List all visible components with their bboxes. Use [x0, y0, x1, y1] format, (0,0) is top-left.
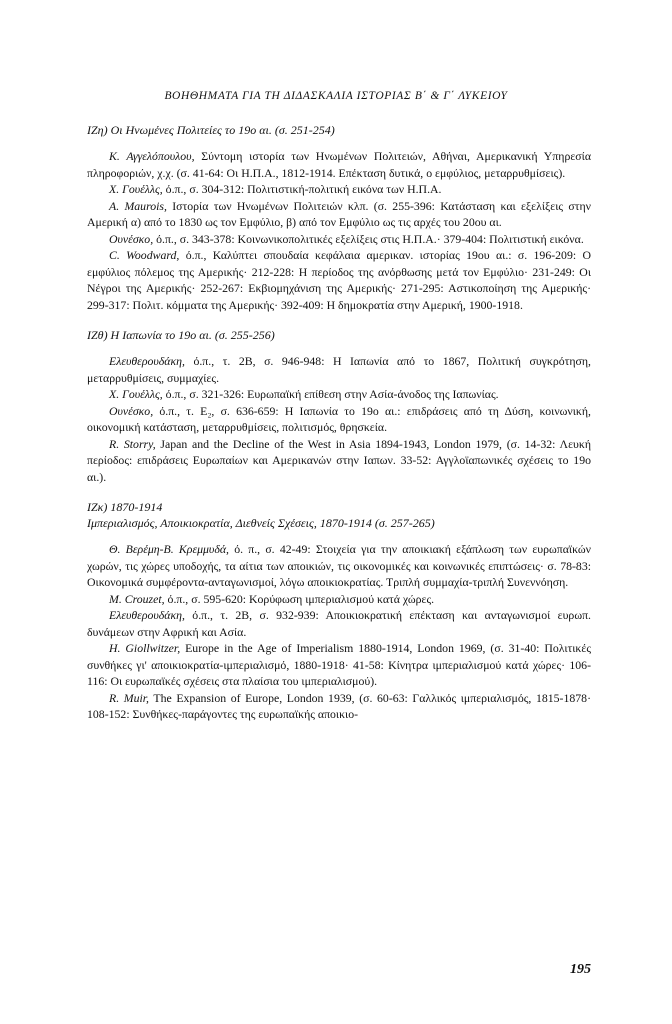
- entry-text: ό.π., σ. 595-620: Κορύφωση ιμπεριαλισμού κατά χώρες.: [164, 591, 435, 606]
- entry-text: ό.π., τ. 2Β, σ. 946-948: Η Ιαπωνία από το 1867, Πολιτική συγκρότηση, μεταρρυθμίσεις, συμμαχίες.: [87, 354, 591, 385]
- section-united-states: [87, 122, 591, 313]
- entry-author: M. Crouzet,: [109, 591, 165, 606]
- section-subheading: Ιμπεριαλισμός, Αποικιοκρατία, Διεθνείς Σχέσεις, 1870-1914 (σ. 257-265): [87, 516, 435, 530]
- entry-text: Ιστορία των Ηνωμένων Πολιτειών κλπ. (σ. 255-396: Κατάσταση και εξελίξεις στην Αμερική α) από το 1830 ως τον Εμφύλιο, β) από τον Εμφύλιο ως τις αρχές του 20ου αι.: [87, 198, 591, 229]
- bibliography-entry: [87, 353, 591, 386]
- page-body: [87, 122, 591, 737]
- entry-text: Σύντομη ιστορία των Ηνωμένων Πολιτειών, Αθήναι, Αμερικανική Υπηρεσία πληροφοριών, χ.χ. (σ. 41-64: Οι Η.Π.Α., 1812-1914. Επέκταση δυτικά, ο εμφύλιος, μεταρρυθμίσεις).: [87, 149, 592, 180]
- entry-author: H. Giollwitzer,: [109, 641, 181, 655]
- bibliography-entry: [87, 591, 591, 608]
- bibliography-entry: [87, 181, 591, 198]
- section-heading: ΙΖη) Οι Ηνωμένες Πολιτείες το 19ο αι. (σ. 251-254): [87, 123, 335, 137]
- bibliography-entry: [87, 403, 591, 436]
- page-number: 195: [570, 962, 591, 977]
- entry-author: Ελευθερουδάκη,: [109, 354, 185, 368]
- entry-author: Χ. Γουέλλς,: [109, 182, 163, 196]
- bibliography-entry: [87, 541, 591, 591]
- entry-text: Japan and the Decline of the West in Asia 1894-1943, London 1979, (σ. 14-32: Λευκή περίοδος: επιδράσεις Ευρωπαίων και Αμερικανών στην Ιαπων. 33-52: Αγγλοϊαπωνικές σχέσεις το 19ο αι.).: [87, 436, 591, 484]
- bibliography-entry: [87, 386, 591, 403]
- entry-author: R. Muir,: [109, 690, 149, 705]
- bibliography-entry: [87, 436, 591, 486]
- entry-text: ό.π., τ. Ε₂, σ. 636-659: Η Ιαπωνία το 19ο αι.: επιδράσεις από τη Δύση, κοινωνική, οικονομική κατάσταση, μεταρρυθμίσεις, πολιτισμός, θρησκεία.: [87, 403, 591, 434]
- bibliography-entry: [87, 247, 591, 313]
- bibliography-entry: [87, 640, 591, 690]
- entry-text: ό.π., σ. 343-378: Κοινωνικοπολιτικές εξελίξεις στις Η.Π.Α.· 379-404: Πολιτιστική εικόνα.: [153, 231, 584, 246]
- section-heading: ΙΖθ) Η Ιαπωνία το 19ο αι. (σ. 255-256): [87, 328, 275, 342]
- entry-author: Θ. Βερέμη-Β. Κρεμμυδά,: [109, 542, 229, 556]
- section-heading: ΙΖκ) 1870-1914: [87, 500, 163, 514]
- section-imperialism: [87, 499, 591, 723]
- entry-text: ό.π., σ. 321-326: Ευρωπαϊκή επίθεση στην Ασία-άνοδος της Ιαπωνίας.: [162, 387, 499, 401]
- bibliography-entry: [87, 690, 591, 723]
- entry-author: A. Maurois,: [109, 198, 167, 213]
- entry-author: Ουνέσκο,: [109, 403, 154, 418]
- entry-text: ό.π., Καλύπτει σπουδαία κεφάλαια αμερικαν. ιστορίας 19ου αι.: σ. 196-209: Ο εμφύλιος πόλεμος της Αμερικής· 212-228: Η περίοδος της ανόρθωσης μετά τον Εμφύλιο· 231-249: Οι Νέγροι της Αμερικής· 252-267: Εκβιομηχάνιση της Αμερικής· 271-295: Αστικοποίηση της Αμερικής· 299-317: Πολιτ. κόμματα της Αμερικής· 392-409: Η δημοκρατία στην Αμερική, 1900-1918.: [87, 248, 591, 312]
- entry-text: ό.π., τ. 2Β, σ. 932-939: Αποικιοκρατική επέκταση και ανταγωνισμοί ευρωπ. δυνάμεων στην Αφρική και Ασία.: [87, 608, 591, 639]
- entry-text: ό.π., σ. 304-312: Πολιτιστική-πολιτική εικόνα των Η.Π.Α.: [162, 182, 442, 196]
- entry-text: Europe in the Age of Imperialism 1880-1914, London 1969, (σ. 31-40: Πολιτικές συνθήκες γι' αποικιοκρατία-ιμπεριαλισμό, 1880-1918· 41-58: Κίνητρα ιμπεριαλισμού κατά χώρες· 106-116: Οι ευρωπαϊκές σχέσεις στα πλαίσια του ιμπεριαλισμού).: [87, 641, 591, 688]
- entry-text: The Expansion of Europe, London 1939, (σ. 60-63: Γαλλικός ιμπεριαλισμός, 1815-1878· 108-152: Συνθήκες-παράγοντες της ευρωπαϊκής αποικιο-: [87, 690, 591, 721]
- entry-author: Χ. Γουέλλς,: [109, 387, 163, 401]
- entry-author: Κ. Αγγελόπουλου,: [109, 149, 195, 163]
- entry-text: ό. π., σ. 42-49: Στοιχεία για την αποικιακή εξάπλωση των ευρωπαϊκών χωρών, τις χώρες υποδοχής, τα αίτια των αποικιών, τις οικονομικές και κοινωνικές επιπτώσεις· σ. 78-83: Οικονομικά συμφέροντα-ανταγωνισμοί, λόγω αποικιοκρατίας. Τριπλή συμμαχία-τριπλή Συνεννόηση.: [87, 542, 592, 589]
- entry-author: R. Storry,: [109, 436, 156, 451]
- bibliography-entry: [87, 198, 591, 231]
- entry-author: Ουνέσκο,: [109, 231, 154, 246]
- entry-author: C. Woodward,: [109, 248, 180, 262]
- bibliography-entry: [87, 148, 591, 181]
- running-head: ΒΟΗΘΗΜΑΤΑ ΓΙΑ ΤΗ ΔΙΔΑΣΚΑΛΙΑ ΙΣΤΟΡΙΑΣ Β΄ & Γ΄ ΛΥΚΕΙΟΥ: [164, 90, 508, 102]
- section-japan: [87, 327, 591, 485]
- bibliography-entry: [87, 607, 591, 640]
- entry-author: Ελευθερουδάκη,: [109, 608, 185, 622]
- bibliography-entry: [87, 231, 591, 248]
